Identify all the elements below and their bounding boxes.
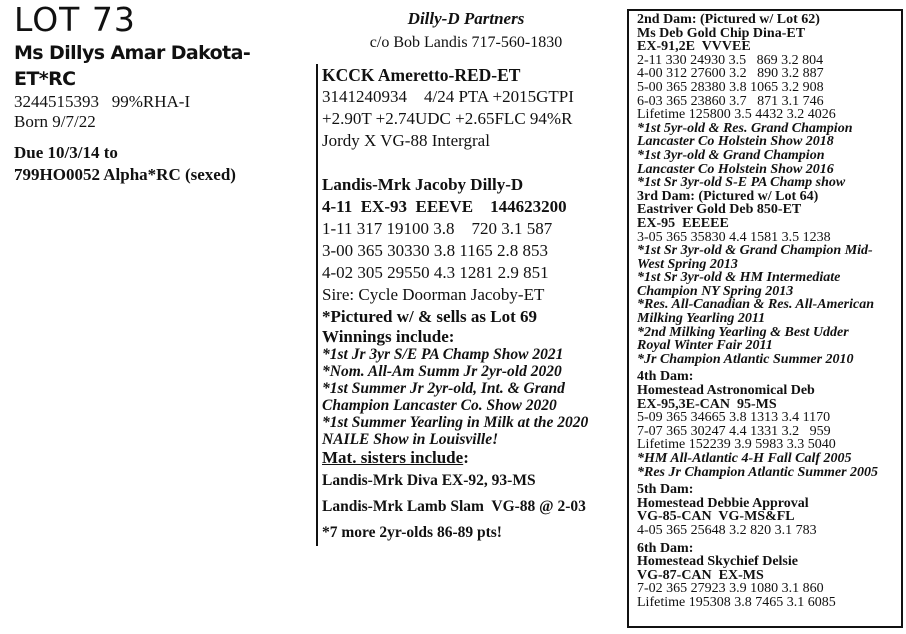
dam6-classification: VG-87-CAN EX-MS	[637, 568, 764, 583]
dam5-classification: VG-85-CAN VG-MS&FL	[637, 510, 795, 524]
dam3-award-1: *1st Sr 3yr-old & Grand Champion Mid-	[637, 244, 873, 258]
dam3-award-5: *Res. All-Canadian & Res. All-American	[637, 298, 874, 313]
dam-record-3: 4-02 305 29550 4.3 1281 2.9 851	[322, 263, 549, 282]
dam2-heading: 2nd Dam: (Pictured w/ Lot 62)	[637, 13, 820, 27]
dam3-record-1: 3-05 365 35830 4.4 1581 3.5 1238	[637, 230, 831, 245]
dam5-name: Homestead Debbie Approval	[637, 496, 809, 511]
dam4-classification: EX-95,3E-CAN 95-MS	[637, 397, 777, 412]
dam3-award-8: Royal Winter Fair 2011	[637, 339, 773, 353]
dam4-award-1: *HM All-Atlantic 4-H Fall Calf 2005	[637, 452, 852, 466]
dam-name: Landis-Mrk Jacoby Dilly-D	[322, 175, 524, 194]
dam4-heading: 4th Dam:	[637, 370, 694, 385]
cow-name: Ms Dillys Amar Dakota-ET*RC	[14, 42, 251, 90]
mat-sisters-colon: :	[463, 448, 469, 467]
pedigree-box	[627, 9, 903, 628]
dam6-record-1: 7-02 365 27923 3.9 1080 3.1 860	[637, 582, 824, 596]
mat-sisters-title	[322, 448, 616, 468]
sire-info-2: +2.90T +2.74UDC +2.65FLC 94%R	[322, 109, 573, 128]
mat-sister-3: *7 more 2yr-olds 86-89 pts!	[322, 524, 502, 541]
dam2-award-1: *1st 5yr-old & Res. Grand Champion	[637, 121, 853, 136]
winning-2: *Nom. All-Am Summ Jr 2yr-old 2020	[322, 363, 562, 380]
mat-sister-1: Landis-Mrk Diva EX-92, 93-MS	[322, 472, 536, 489]
dam2-award-2: Lancaster Co Holstein Show 2018	[637, 135, 834, 149]
dam5-record-1: 4-05 365 25648 3.2 820 3.1 783	[637, 523, 817, 538]
winning-3: *1st Summer Jr 2yr-old, Int. & Grand	[322, 380, 565, 397]
winning-6: NAILE Show in Louisville!	[322, 431, 499, 448]
dam2-lifetime: Lifetime 125800 3.5 4432 3.2 4026	[637, 108, 836, 122]
sire-dam-column	[316, 0, 616, 546]
dam2-award-5: *1st Sr 3yr-old S-E PA Champ show	[637, 176, 846, 190]
lot-number: LOT 73	[14, 0, 136, 39]
dam5-block	[637, 483, 901, 537]
cow-registration: 3244515393 99%RHA-I	[14, 92, 191, 111]
winning-5: *1st Summer Yearling in Milk at the 2020	[322, 414, 589, 431]
mat-sister-2: Landis-Mrk Lamb Slam VG-88 @ 2-03	[322, 498, 586, 515]
lot-header-column	[14, 0, 304, 186]
dam3-award-2: West Spring 2013	[637, 257, 738, 272]
sire-name: KCCK Ameretto-RED-ET	[322, 65, 521, 85]
dam3-award-3: *1st Sr 3yr-old & HM Intermediate	[637, 271, 841, 285]
winning-1: *1st Jr 3yr S/E PA Champ Show 2021	[322, 346, 564, 363]
sire-info-1: 3141240934 4/24 PTA +2015GTPI	[322, 87, 574, 106]
due-date: Due 10/3/14 to	[14, 143, 118, 162]
dam3-award-4: Champion NY Spring 2013	[637, 284, 794, 299]
dam4-name: Homestead Astronomical Deb	[637, 384, 815, 398]
dam-pictured: *Pictured w/ & sells as Lot 69	[322, 307, 538, 326]
consignor-contact: c/o Bob Landis 717-560-1830	[369, 34, 563, 51]
dam4-record-1: 5-09 365 34665 3.8 1313 3.4 1170	[637, 411, 831, 425]
dam3-heading: 3rd Dam: (Pictured w/ Lot 64)	[637, 189, 819, 204]
winnings-title: Winnings include:	[322, 327, 455, 346]
dam6-lifetime: Lifetime 195308 3.8 7465 3.1 6085	[637, 595, 836, 610]
dam-sire: Sire: Cycle Doorman Jacoby-ET	[322, 285, 545, 304]
dam6-block	[637, 542, 901, 610]
dam3-name: Eastriver Gold Deb 850-ET	[637, 203, 802, 217]
dam-classification	[322, 196, 616, 218]
dam3-classification: EX-95 EEEEE	[637, 216, 729, 231]
dam6-heading: 6th Dam:	[637, 541, 694, 556]
dam-class-text: 4-11 EX-93 EEEVE 144623200	[322, 197, 567, 216]
sire-info-3: Jordy X VG-88 Intergral	[322, 131, 490, 150]
dam3-award-6: Milking Yearling 2011	[637, 312, 766, 326]
dam2-award-4: Lancaster Co Holstein Show 2016	[637, 162, 834, 177]
dam2-name: Ms Deb Gold Chip Dina-ET	[637, 26, 806, 41]
mat-sisters-heading: Mat. sisters include	[322, 448, 464, 467]
dam-record-2: 3-00 365 30330 3.8 1165 2.8 853	[322, 241, 549, 260]
dam2-block	[637, 13, 901, 190]
consignor-name: Dilly-D Partners	[407, 9, 525, 28]
dam2-record-4: 6-03 365 23860 3.7 871 3.1 746	[637, 94, 824, 109]
dam4-record-2: 7-07 365 30247 4.4 1331 3.2 959	[637, 424, 831, 439]
cow-birthdate: Born 9/7/22	[14, 112, 96, 131]
dam3-award-7: *2nd Milking Yearling & Best Udder	[637, 325, 849, 340]
sire-dam-block	[316, 64, 616, 546]
dam5-heading: 5th Dam:	[637, 483, 694, 497]
dam-record-1: 1-11 317 19100 3.8 720 3.1 587	[322, 219, 553, 238]
due-date-line	[14, 142, 304, 186]
dam2-record-2: 4-00 312 27600 3.2 890 3.2 887	[637, 67, 824, 81]
dam3-block	[637, 190, 901, 367]
dam4-block	[637, 370, 901, 479]
dam2-record-3: 5-00 365 28380 3.8 1065 3.2 908	[637, 80, 824, 95]
dam2-classification: EX-91,2E VVVEE	[637, 40, 751, 54]
winning-4: Champion Lancaster Co. Show 2020	[322, 397, 557, 414]
dam2-record-1: 2-11 330 24930 3.5 869 3.2 804	[637, 53, 824, 68]
dam6-name: Homestead Skychief Delsie	[637, 555, 798, 569]
service-sire: 799HO0052 Alpha*RC (sexed)	[14, 165, 236, 184]
dam4-award-2: *Res Jr Champion Atlantic Summer 2005	[637, 465, 879, 480]
dam2-award-3: *1st 3yr-old & Grand Champion	[637, 148, 825, 163]
dam3-award-9: *Jr Champion Atlantic Summer 2010	[637, 352, 854, 367]
dam4-lifetime: Lifetime 152239 3.9 5983 3.3 5040	[637, 438, 836, 452]
